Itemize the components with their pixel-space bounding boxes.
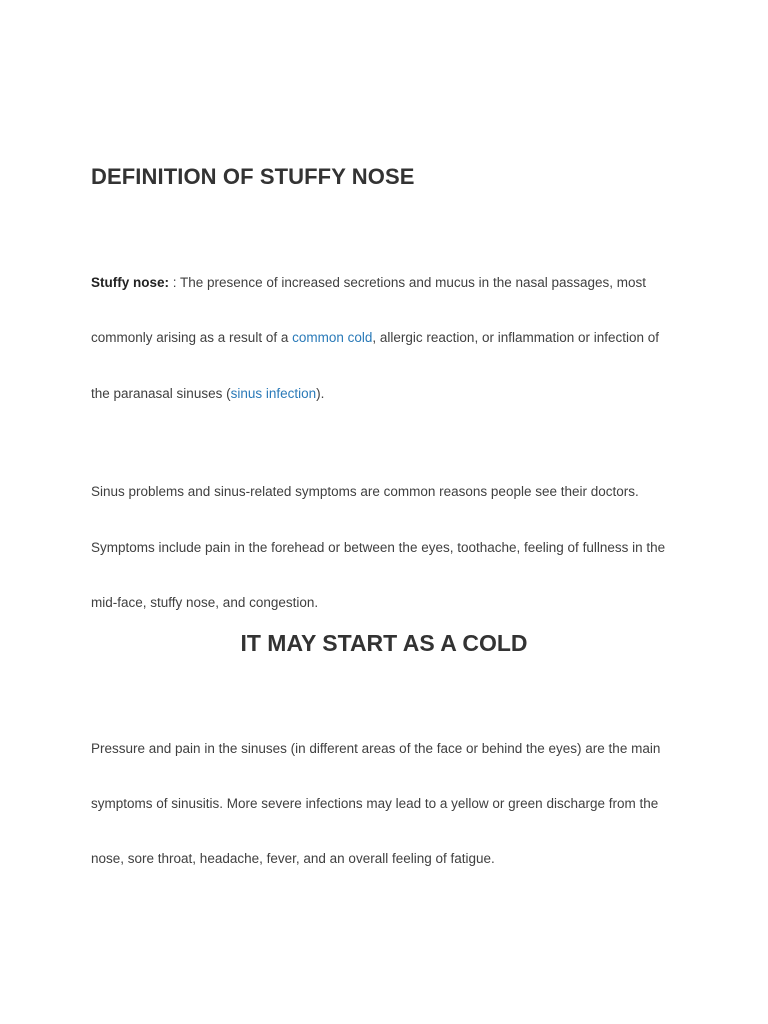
paragraph-3-line-3: nose, sore throat, headache, fever, and an overall feeling of fatigue. <box>91 851 495 866</box>
definition-line-1 <box>91 274 646 292</box>
definition-text-3b: ). <box>316 386 325 401</box>
definition-line-3 <box>91 385 324 403</box>
paragraph-3-line-1: Pressure and pain in the sinuses (in different areas of the face or behind the eyes) are the main <box>91 741 661 756</box>
definition-text-2a: commonly arising as a result of a <box>91 330 293 345</box>
definition-term: Stuffy nose: <box>91 275 170 290</box>
definition-text-3a: the paranasal sinuses ( <box>91 386 231 401</box>
page-title: DEFINITION OF STUFFY NOSE <box>91 164 415 189</box>
definition-text-2b: , allergic reaction, or inflammation or infection of <box>372 330 660 345</box>
definition-line-2 <box>91 329 659 347</box>
paragraph-3-line-2: symptoms of sinusitis. More severe infections may lead to a yellow or green discharge from the <box>91 796 659 811</box>
common-cold-link[interactable]: common cold <box>292 330 373 345</box>
definition-text: : The presence of increased secretions and mucus in the nasal passages, most <box>169 275 647 290</box>
paragraph-2-line-3: mid-face, stuffy nose, and congestion. <box>91 595 319 610</box>
sinus-infection-link[interactable]: sinus infection <box>230 386 317 401</box>
paragraph-2-line-1: Sinus problems and sinus-related symptoms are common reasons people see their doctors. <box>91 484 639 499</box>
section-heading: IT MAY START AS A COLD <box>240 630 528 656</box>
paragraph-2-line-2: Symptoms include pain in the forehead or between the eyes, toothache, feeling of fullness in the <box>91 540 666 555</box>
